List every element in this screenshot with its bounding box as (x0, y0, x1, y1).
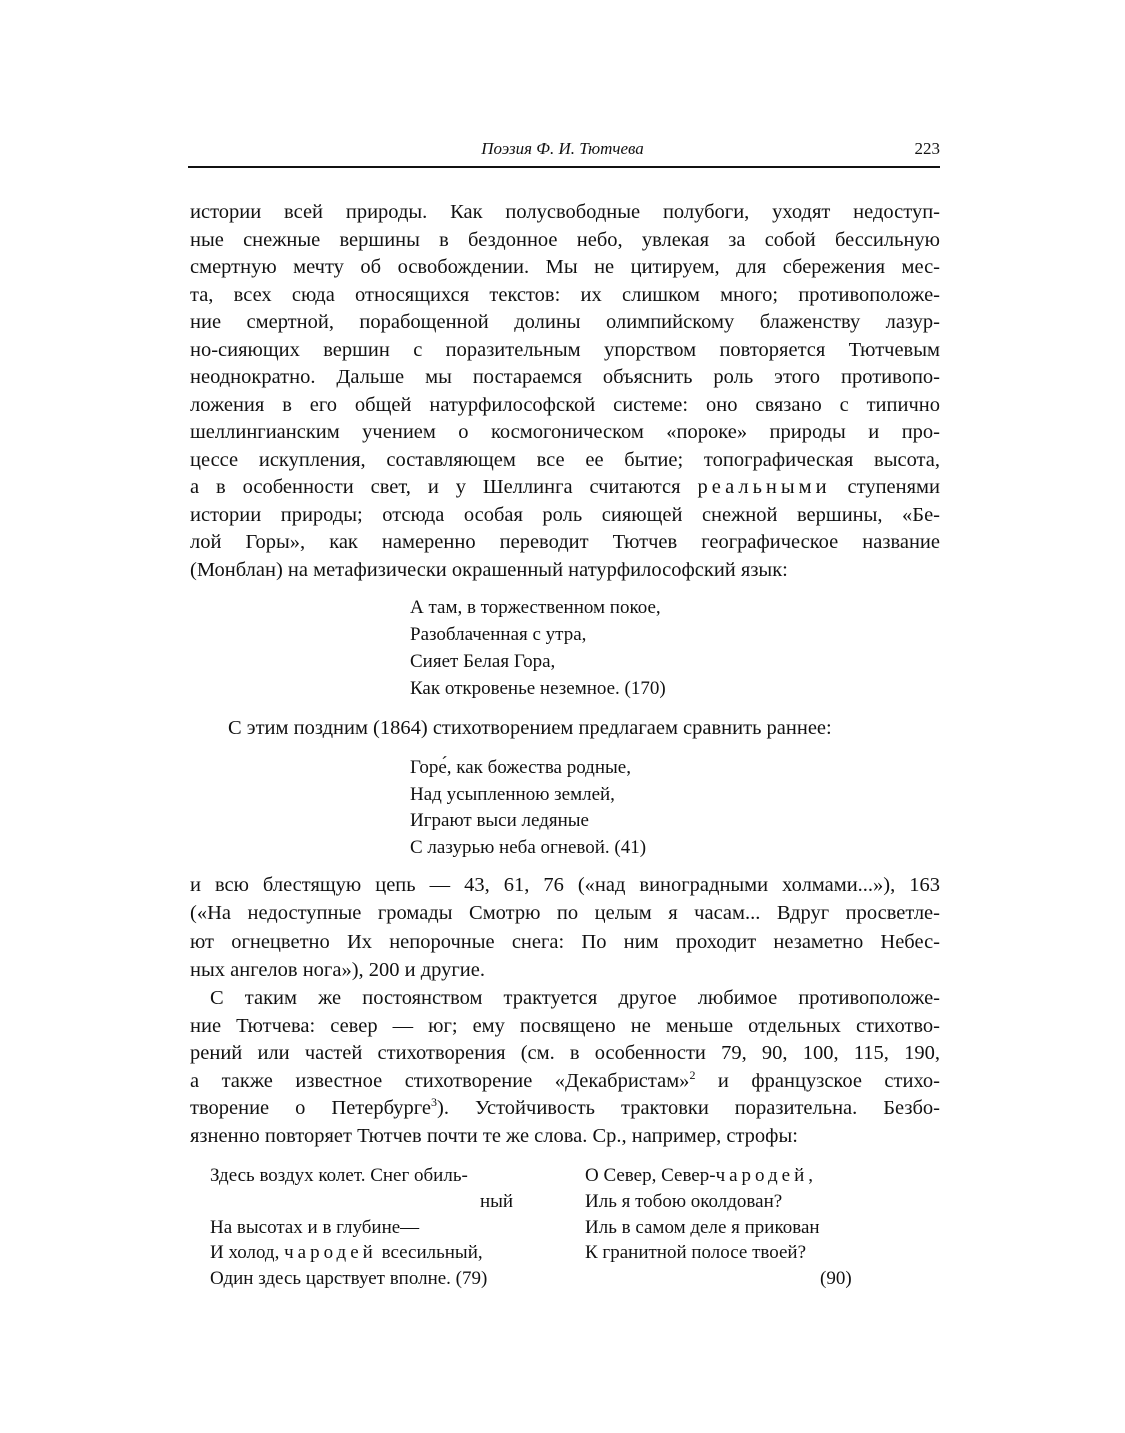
stanza-left-line (210, 1216, 419, 1240)
line-text: Иль я тобою околдован? (585, 1190, 783, 1212)
text-line (190, 475, 940, 499)
text-line (190, 200, 940, 224)
line-text: А там, в торжественном покое, (410, 597, 661, 618)
verse-line (410, 783, 615, 807)
text-line (190, 873, 940, 897)
stanza-right-line (585, 1241, 806, 1265)
line-text: («На недоступные громады Смотрю по целым я часам... Вдруг просветле- (190, 902, 940, 925)
line-text: ные снежные вершины в бездонное небо, увлекая за собой бессильную (190, 228, 940, 251)
line-text: ют огнецветно Их непорочные снега: По ним проходит незаметно Небес- (190, 930, 940, 953)
verse-line (410, 623, 586, 647)
line-text: Сияет Белая Гора, (410, 651, 556, 672)
verse-line (410, 756, 631, 780)
line-text: Как откровенье неземное. (170) (410, 678, 666, 699)
line-text: та, всех сюда относящихся текстов: их слишком много; противоположе- (190, 283, 940, 306)
header-rule (188, 166, 940, 168)
text-line (228, 716, 978, 740)
line-text: истории природы; отсюда особая роль сияющей снежной вершины, «Бе- (190, 503, 940, 526)
line-text: С этим поздним (1864) стихотворением предлагаем сравнить раннее: (228, 717, 832, 739)
line-text: ступенями (830, 476, 940, 498)
text-line (190, 1041, 940, 1065)
text-line (190, 310, 940, 334)
line-text: Горе́, как божества родные, (410, 757, 631, 778)
text-line (190, 1069, 940, 1093)
line-text: лой Горы», как намеренно переводит Тютчев географическое название (190, 531, 940, 553)
spaced-emphasis: чародей (284, 1242, 377, 1264)
text-line (190, 338, 940, 362)
line-text: Здесь воздух колет. Снег обиль- (210, 1165, 468, 1186)
text-line (190, 1014, 940, 1038)
line-text: О Север, Север- (585, 1165, 716, 1186)
line-text: неоднократно. Дальше мы постараемся объяснить роль этого противопо- (190, 366, 940, 388)
text-line (190, 558, 940, 582)
verse-line (410, 650, 555, 674)
stanza-right-line (820, 1267, 852, 1291)
text-line (210, 986, 940, 1010)
text-line (190, 283, 940, 307)
text-line (190, 228, 940, 252)
verse-line (410, 677, 666, 701)
line-text: всесильный, (376, 1242, 483, 1264)
text-line (190, 420, 940, 444)
line-text: (Монблан) на метафизически окрашенный натурфилософский язык: (190, 558, 788, 581)
text-line (190, 448, 940, 472)
line-text: и французское стихо- (695, 1069, 941, 1092)
line-text: смертную мечту об освобождении. Мы не цитируем, для сбережения мес- (190, 256, 940, 278)
spaced-emphasis: чародей (715, 1165, 809, 1186)
text-line (190, 930, 940, 954)
stanza-left-line (210, 1241, 483, 1265)
text-line (190, 255, 940, 279)
line-text: Над усыпленною землей, (410, 783, 615, 805)
verse-line (410, 809, 589, 833)
text-line (190, 365, 940, 389)
line-text: , (808, 1165, 814, 1186)
line-text: Один здесь царствует вполне. (79) (210, 1268, 488, 1290)
line-text: язненно повторяет Тютчев почти те же слова. Ср., например, строфы: (190, 1125, 798, 1147)
line-text: С лазурью неба огневой. (41) (410, 836, 647, 858)
footnote-ref[interactable]: 2 (689, 1067, 696, 1082)
running-title: Поэзия Ф. И. Тютчева (481, 139, 644, 158)
line-text: и всю блестящую цепь — 43, 61, 76 («над виноградными холмами...»), 163 (190, 874, 940, 896)
line-text: ние смертной, порабощенной долины олимпийскому блаженству лазур- (190, 311, 940, 333)
text-line (190, 958, 940, 982)
line-text: истории всей природы. Как полусвободные полубоги, уходят недоступ- (190, 201, 940, 223)
spaced-emphasis: реальными (697, 476, 831, 498)
line-text: Иль в самом деле я прикован (585, 1216, 820, 1238)
line-text: но-сияющих вершин с поразительным упорством повторяется Тютчевым (190, 338, 940, 361)
line-text: И холод, (210, 1242, 285, 1264)
line-text: рений или частей стихотворения (см. в особенности 79, 90, 100, 115, 190, (190, 1042, 940, 1065)
line-text: а в особенности свет, и у Шеллинга считаются (190, 476, 698, 498)
stanza-right-line (585, 1190, 782, 1214)
line-text: Играют выси ледяные (410, 810, 589, 831)
line-text: цессе искупления, составляющем все ее бытие; топографическая высота, (190, 448, 940, 471)
line-text: а также известное стихотворение «Декабристам» (190, 1069, 690, 1092)
stanza-left-line (210, 1267, 487, 1291)
text-line (190, 1096, 940, 1120)
stanza-right-line (585, 1216, 820, 1240)
text-line (190, 1124, 940, 1148)
line-text: ложения в его общей натурфилософской системе: оно связано с типично (190, 393, 940, 416)
line-text: шеллингианским учением о космогоническом «пороке» природы и про- (190, 421, 940, 443)
text-line (190, 503, 940, 527)
line-text: ). Устойчивость трактовки поразительна. Безбо- (437, 1097, 940, 1120)
line-text: творение о Петербурге (190, 1097, 431, 1120)
stanza-left-line (210, 1164, 468, 1188)
line-text: На высотах и в глубине— (210, 1216, 420, 1238)
stanza-left-line (480, 1190, 513, 1214)
text-line (190, 530, 940, 554)
line-text: К гранитной полосе твоей? (585, 1242, 807, 1264)
stanza-right-line (585, 1164, 813, 1188)
footnote-ref[interactable]: 3 (431, 1095, 437, 1110)
line-text: ный (480, 1190, 514, 1212)
verse-line (410, 596, 661, 620)
line-text: С таким же постоянством трактуется другое любимое противоположе- (210, 987, 940, 1009)
line-text: Разоблаченная с утра, (410, 624, 587, 645)
line-text: (90) (820, 1268, 852, 1290)
text-line (190, 901, 940, 925)
text-line (190, 393, 940, 417)
line-text: ние Тютчева: север — юг; ему посвящено не меньше отдельных стихотво- (190, 1014, 940, 1037)
verse-line (410, 836, 646, 860)
page-number: 223 (914, 139, 940, 158)
line-text: ных ангелов нога»), 200 и другие. (190, 958, 485, 981)
